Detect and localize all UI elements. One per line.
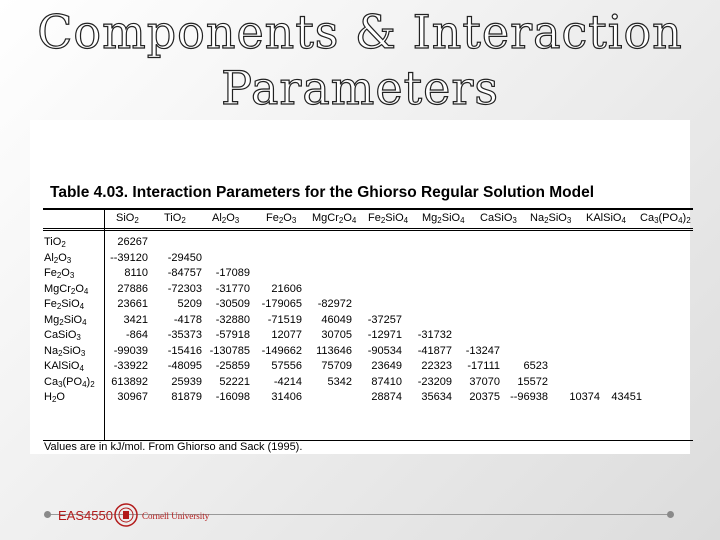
- table-cell: -864: [125, 329, 148, 341]
- row-label: $MgCr_2O_4$: [44, 282, 89, 296]
- row-label: TiO$_2$: [44, 236, 66, 249]
- table-cell: 35634: [421, 391, 452, 403]
- footer-dot-right: [667, 511, 674, 518]
- row-label: CaSiO$_3$: [44, 329, 81, 342]
- table-cell: 25939: [171, 375, 202, 388]
- table-cell: -25859: [215, 360, 250, 372]
- table-cell: --96938: [510, 391, 548, 403]
- table-cell: 20375: [469, 391, 500, 403]
- table-top-rule: [43, 208, 693, 210]
- table-cell: 15572: [517, 375, 548, 388]
- row-label: $Ca_3(PO_4)_2$: [44, 375, 95, 389]
- table-cell: 6523: [523, 360, 548, 372]
- header-rule-1: [43, 228, 693, 229]
- row-label: $Al_2O_3$: [44, 251, 72, 265]
- column-header: CaSiO$_3$: [480, 212, 517, 225]
- footer-dot-left: [44, 511, 51, 518]
- row-label: $Fe_2SiO_4$: [44, 298, 85, 311]
- table-cell: -99039: [113, 344, 148, 357]
- table-cell: 30967: [117, 391, 148, 403]
- table-cell: -17089: [215, 267, 250, 279]
- table-cell: -4178: [173, 313, 202, 326]
- row-label: KAlSiO$_4$: [44, 360, 84, 373]
- table-cell: -149662: [261, 344, 302, 357]
- cornell-seal-icon: [114, 503, 138, 527]
- column-header: $Fe_2SiO_4$: [368, 212, 409, 225]
- table-cell: -29450: [167, 251, 202, 264]
- table-cell: 52221: [219, 375, 250, 388]
- table-cell: -31770: [215, 282, 250, 295]
- slide-title-line2: Parameters: [221, 61, 499, 115]
- table-footnote: Values are in kJ/mol. From Ghiorso and Sack (1995).: [44, 441, 303, 453]
- table-cell: 613892: [111, 375, 148, 388]
- table-cell: 5209: [177, 298, 202, 310]
- table-cell: 23649: [371, 360, 402, 372]
- row-label: $Fe_2O_3$: [44, 267, 75, 280]
- table-cell: -37257: [367, 313, 402, 326]
- table-cell: -16098: [215, 391, 250, 403]
- table-cell: -17111: [467, 360, 500, 372]
- table-cell: 10374: [569, 391, 600, 403]
- table-cell: 87410: [371, 375, 402, 388]
- table-cell: 22323: [421, 360, 452, 372]
- table-cell: 8110: [124, 267, 148, 279]
- table-caption: Table 4.03. Interaction Parameters for the Ghiorso Regular Solution Model: [50, 184, 595, 201]
- table-cell: -179065: [261, 298, 302, 310]
- header-rule-2: [43, 230, 693, 231]
- table-cell: 31406: [271, 391, 302, 403]
- column-header: $Na_2SiO_3$: [530, 212, 572, 225]
- table-cell: -32880: [215, 313, 250, 326]
- table-cell: -30509: [215, 298, 250, 310]
- slide-title: [0, 4, 720, 116]
- table-cell: -12971: [367, 329, 402, 341]
- table-cell: --39120: [110, 251, 148, 264]
- column-header: $Mg_2SiO_4$: [422, 212, 465, 225]
- table-cell: -82972: [317, 298, 352, 310]
- table-cell: 81879: [171, 391, 202, 403]
- column-header: $MgCr_2O_4$: [312, 212, 357, 225]
- table-cell: 27886: [117, 282, 148, 295]
- table-cell: 5342: [327, 375, 352, 388]
- column-header: $Ca_3(PO_4)_2$: [640, 212, 691, 225]
- table-cell: -72303: [167, 282, 202, 295]
- table-cell: 46049: [321, 313, 352, 326]
- column-header: SiO$_2$: [116, 212, 139, 225]
- table-cell: -130785: [209, 344, 250, 357]
- table-cell: 113646: [316, 344, 352, 357]
- table-cell: -90534: [367, 344, 402, 357]
- table-cell: 43451: [611, 391, 642, 403]
- column-header: $Al_2O_3$: [212, 212, 240, 225]
- slide-title-line1: Components & Interaction: [37, 5, 683, 59]
- table-cell: -71519: [267, 313, 302, 326]
- table-cell: -23209: [417, 375, 452, 388]
- table-cell: -35373: [167, 329, 202, 341]
- table-cell: -31732: [417, 329, 452, 341]
- table-cell: 26267: [117, 236, 148, 248]
- table-cell: 28874: [371, 391, 402, 403]
- course-label: EAS4550: [58, 508, 113, 523]
- table-cell: 21606: [271, 282, 302, 295]
- table-image-panel: [30, 120, 690, 454]
- table-cell: -13247: [465, 344, 500, 357]
- column-header: KAlSiO$_4$: [586, 212, 626, 225]
- table-cell: 75709: [321, 360, 352, 372]
- table-cell: -4214: [273, 375, 302, 388]
- table-cell: -48095: [167, 360, 202, 372]
- table-cell: -41877: [417, 344, 452, 357]
- university-name: Cornell University: [142, 511, 210, 521]
- table-cell: -57918: [215, 329, 250, 341]
- row-label: $Na_2SiO_3$: [44, 344, 86, 358]
- table-cell: 12077: [271, 329, 302, 341]
- column-header: TiO$_2$: [164, 212, 186, 225]
- table-cell: -33922: [113, 360, 148, 372]
- table-cell: -84757: [167, 267, 202, 279]
- table-cell: -15416: [167, 344, 202, 357]
- table-cell: 57556: [271, 360, 302, 372]
- column-header: $Fe_2O_3$: [266, 212, 297, 225]
- table-cell: 3421: [123, 313, 148, 326]
- table-cell: 23661: [117, 298, 148, 310]
- table-cell: 37070: [469, 375, 500, 388]
- row-label: $H_2O$: [44, 391, 65, 404]
- table-cell: 30705: [321, 329, 352, 341]
- row-label: $Mg_2SiO_4$: [44, 313, 87, 327]
